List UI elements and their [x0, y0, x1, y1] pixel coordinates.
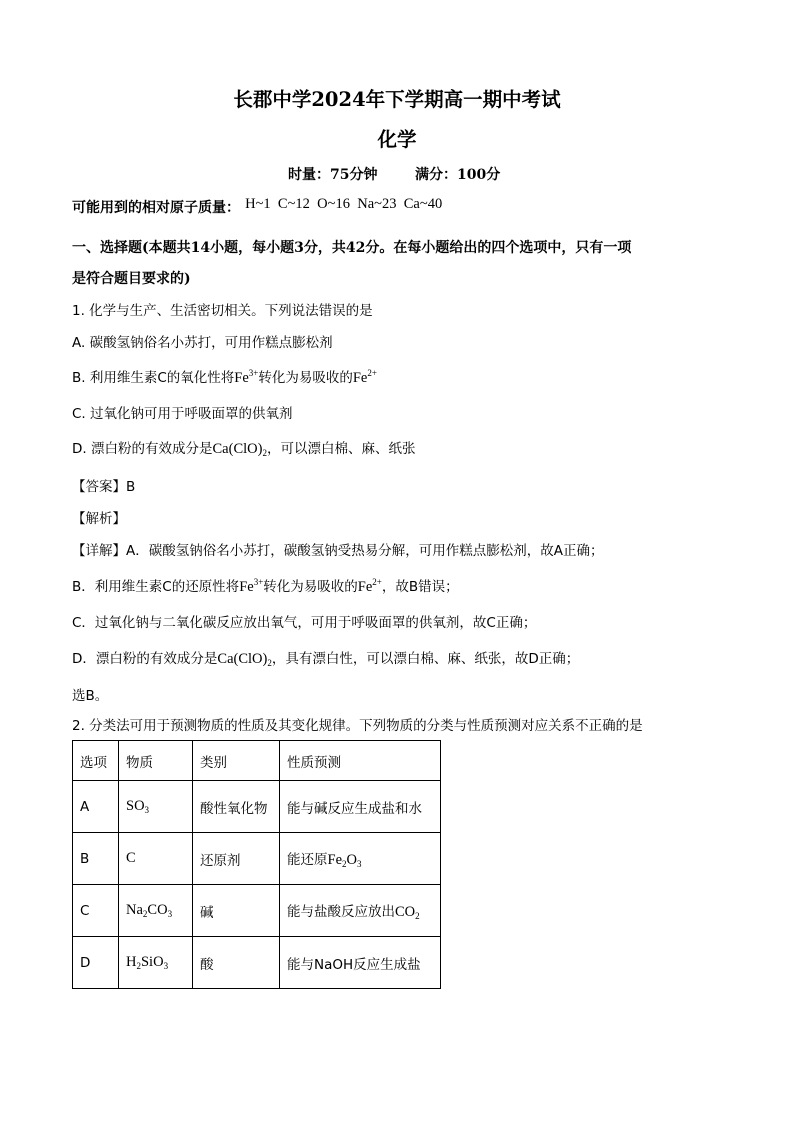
subject-title: 化学 [377, 128, 417, 151]
q1-detail-b [72, 575, 459, 596]
table-row [73, 833, 441, 885]
fe3-ion: $Fe^{3+}$ [239, 577, 264, 595]
q1-option-b-text: B. 利用维生素C的氧化性将 [72, 370, 235, 386]
category-cell: 酸性氧化物 [193, 781, 280, 833]
q1-detail-d [72, 647, 579, 668]
header-cell: 物质 [119, 741, 193, 781]
detail-d-text: D．漂白粉的有效成分是 [72, 651, 218, 667]
answer-label: 【答案】 [72, 479, 126, 495]
q1-stem: 1. 化学与生产、生活密切相关。下列说法错误的是 [72, 303, 373, 319]
ca-clo2-formula: $Ca(ClO)_2$ [212, 441, 267, 458]
time-label: 时量：75分钟 [288, 167, 378, 183]
ca-clo2-formula: $Ca(ClO)_2$ [217, 651, 272, 668]
option-cell: D [73, 937, 119, 989]
q1-option-b-mid: 转化为易吸收的 [258, 370, 353, 386]
substance-cell: $H_2SiO_3$ [119, 937, 193, 989]
detail-b-text: B．利用维生素C的还原性将 [72, 579, 240, 595]
fe2-ion: $Fe^{2+}$ [352, 368, 377, 386]
section-heading-line2: 是符合题目要求的) [72, 271, 191, 287]
q1-option-b [72, 366, 377, 387]
option-cell: C [73, 885, 119, 937]
section-heading-line1: 一、选择题(本题共14小题，每小题3分，共42分。在每小题给出的四个选项中，只有一项 [72, 240, 632, 256]
option-cell: A [73, 781, 119, 833]
prediction-cell: 能与碱反应生成盐和水 [280, 781, 441, 833]
q1-conclusion: 选B。 [72, 688, 109, 704]
atomic-mass-label: 可能用到的相对原子质量： [72, 200, 240, 216]
answer-value: B [126, 479, 136, 495]
substance-cell: $Na_2CO_3$ [119, 885, 193, 937]
table-row [73, 937, 441, 989]
detail-d-post: ，具有漂白性，可以漂白棉、麻、纸张，故D正确； [271, 651, 580, 667]
table-row [73, 885, 441, 937]
detail-b-mid: 转化为易吸收的 [263, 579, 358, 595]
atomic-mass-values: H~1 C~12 O~16 Na~23 Ca~40 [245, 196, 443, 212]
detail-b-post: ，故B错误； [381, 579, 459, 595]
analysis-label: 【解析】 [72, 511, 126, 527]
score-label: 满分：100分 [415, 167, 501, 183]
category-cell: 碱 [193, 885, 280, 937]
header-cell: 性质预测 [280, 741, 441, 781]
exam-title: 长郡中学2024年下学期高一期中考试 [233, 88, 561, 111]
prediction-cell: 能与盐酸反应放出$CO_2$ [280, 885, 441, 937]
substance-cell: $SO_3$ [119, 781, 193, 833]
q2-stem: 2. 分类法可用于预测物质的性质及其变化规律。下列物质的分类与性质预测对应关系不正确的是 [72, 718, 643, 734]
q1-option-d-text: D. 漂白粉的有效成分是 [72, 441, 213, 457]
prediction-cell: 能与NaOH反应生成盐 [280, 937, 441, 989]
fe3-ion: $Fe^{3+}$ [234, 368, 259, 386]
atomic-mass-line [72, 197, 442, 217]
header-cell: 类别 [193, 741, 280, 781]
header-cell: 选项 [73, 741, 119, 781]
fe2-ion: $Fe^{2+}$ [357, 577, 382, 595]
prediction-cell: 能还原$Fe_2O_3$ [280, 833, 441, 885]
option-cell: B [73, 833, 119, 885]
table-header-row [73, 741, 441, 781]
category-cell: 还原剂 [193, 833, 280, 885]
q1-option-d [72, 437, 415, 458]
q1-detail-c: C．过氧化钠与二氧化碳反应放出氧气，可用于呼吸面罩的供氧剂，故C正确； [72, 615, 537, 631]
q2-table [72, 740, 441, 989]
q1-answer [72, 475, 135, 495]
q1-option-c: C. 过氧化钠可用于呼吸面罩的供氧剂 [72, 406, 293, 422]
q1-detail-a [72, 539, 603, 559]
detail-label: 【详解】 [72, 543, 126, 559]
detail-a-text: A．碳酸氢钠俗名小苏打，碳酸氢钠受热易分解，可用作糕点膨松剂，故A正确； [126, 543, 604, 559]
category-cell: 酸 [193, 937, 280, 989]
table-row [73, 781, 441, 833]
q1-option-d-post: ，可以漂白棉、麻、纸张 [266, 441, 416, 457]
q1-option-a: A. 碳酸氢钠俗名小苏打，可用作糕点膨松剂 [72, 335, 333, 351]
substance-cell: C [119, 833, 193, 885]
